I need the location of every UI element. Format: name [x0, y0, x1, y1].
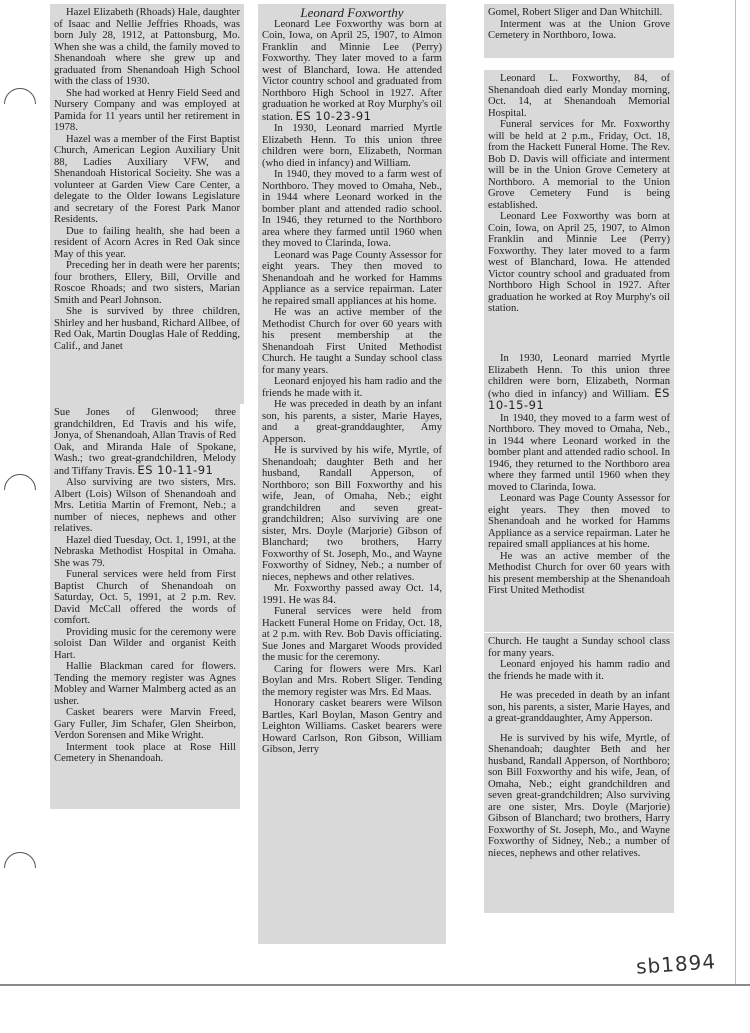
hale-paragraph: She had worked at Henry Field Seed and Nursery Company and was employed at Pamida for 11 years until her retirement in 1978. — [54, 87, 240, 133]
hale-paragraph: Hazel died Tuesday, Oct. 1, 1991, at the Nebraska Methodist Hospital in Omaha. She was 79. — [54, 534, 236, 569]
foxworthy-notice-paragraph: He is survived by his wife, Myrtle, of Shenandoah; daughter Beth and her husband, Randall Apperson, of Northboro; son Bill Foxworthy and his wife, Jean, of Omaha, Neb.; eight grandchildren and seven great-grandchildren; Also surviving are one sister, Mrs. Doyle (Marjorie) Gibson of Blanchard; two brothers, Harry Foxworthy of St. Joseph, Mo., and Wayne Foxworthy of Sidney, Neb.; a number of nieces, nephews and other relatives. — [488, 732, 670, 859]
hale-paragraph — [54, 407, 236, 477]
foxworthy-paragraph — [262, 19, 442, 124]
foxworthy-notice-clipping-middle — [484, 350, 674, 632]
foxworthy-paragraph: Leonard was Page County Assessor for eight years. They then moved to Shenandoah and he worked for Hamms Appliance as a service repairman. Later he repaired small appliances at his home. — [262, 249, 442, 307]
foxworthy-paragraph: In 1940, they moved to a farm west of Northboro. They moved to Omaha, Neb., in 1944 where Leonard worked in the bomber plant and attended radio school. In 1946, they returned to the Northboro area where they farmed until 1960 when they moved to Clarinda, Iowa. — [262, 169, 442, 249]
foxworthy-paragraph: He is survived by his wife, Myrtle, of Shenandoah; daughter Beth and her husband, Randall Apperson, of Northboro; son Bill Foxworthy and his wife, Jean, of Omaha, Neb.; eight grandchildren and seven great-grandchildren; Also surviving are one sister, Mrs. Doyle (Marjorie) Gibson of Blanchard; two brothers, Harry Foxworthy of St. Joseph, Mo., and Wayne Foxworthy of Sidney, Neb.; a number of nieces, nephews and other relatives. — [262, 445, 442, 583]
handwritten-date-note: ES 10-11-91 — [137, 462, 214, 477]
hale-paragraph: Preceding her in death were her parents; four brothers, Ellery, Bill, Orville and Roscoe Rhoads; and two sisters, Marian Smith and Pearl Johnson. — [54, 260, 240, 306]
foxworthy-clipping-continuation — [484, 4, 674, 58]
page-fold — [0, 984, 750, 986]
binder-hole-middle — [4, 474, 36, 506]
handwritten-date-note: ES 10-15-91 — [488, 385, 670, 412]
hale-paragraph: Also surviving are two sisters, Mrs. Albert (Lois) Wilson of Shenandoah and Mrs. Letitia Martin of Fremont, Neb.; a number of nieces, nephews and other relatives. — [54, 477, 236, 534]
foxworthy-notice-paragraph — [488, 353, 670, 413]
obituary-headline: Leonard Foxworthy — [300, 5, 404, 20]
page-edge — [735, 0, 736, 984]
foxworthy-notice-paragraph: In 1940, they moved to a farm west of Northboro. They moved to Omaha, Neb., in 1944 where Leonard worked in the bomber plant and attended radio school. In 1946, they returned to the Northboro area where they farmed until 1960 when they moved to Clarinda, Iowa. — [488, 412, 670, 493]
foxworthy-notice-clipping-bottom — [484, 633, 674, 913]
foxworthy-paragraph: Honorary casket bearers were Wilson Bartles, Karl Boylan, Mason Gentry and Leighton Williams. Casket bearers were Howard Carlson, Ron Gibson, William Gibson, Jerry — [262, 698, 442, 755]
hale-paragraph: Hazel Elizabeth (Rhoads) Hale, daughter of Isaac and Nellie Jeffries Rhoads, was born July 28, 1912, at Pattonsburg, Mo. When she was a child, the family moved to Shenandoah where she grew up and graduated from Shenandoah High School with the class of 1930. — [54, 7, 240, 87]
hale-clipping-top — [50, 4, 244, 404]
binder-hole-top — [4, 88, 36, 120]
hale-paragraph: Casket bearers were Marvin Freed, Gary Fuller, Jim Schafer, Glen Sheirbon, Verdon Sorensen and Mike Wright. — [54, 707, 236, 741]
handwritten-date-note: ES 10-23-91 — [295, 108, 372, 123]
hale-paragraph: Hallie Blackman cared for flowers. Tending the memory register was Agnes Mobley and Warner Malmberg acted as an usher. — [54, 661, 236, 707]
foxworthy-notice-paragraph: He was preceded in death by an infant son, his parents, a sister, Marie Hayes, and a great-granddaughter, Amy Apperson. — [488, 690, 670, 724]
handwritten-sheet-id: sb1894 — [635, 949, 717, 979]
hale-paragraph: Funeral services were held from First Baptist Church of Shenandoah on Saturday, Oct. 5, 1991, at 2 p.m. Rev. David McCall offered the words of comfort. — [54, 569, 236, 626]
hale-paragraph: Providing music for the ceremony were soloist Dan Wilder and organist Keith Hart. — [54, 626, 236, 661]
foxworthy-paragraph: He was an active member of the Methodist Church for over 60 years with his present membership at the Shenandoah First United Methodist Church. He taught a Sunday school class for many years. — [262, 307, 442, 376]
foxworthy-paragraph: Mr. Foxworthy passed away Oct. 14, 1991. He was 84. — [262, 583, 442, 606]
foxworthy-paragraph: Caring for flowers were Mrs. Karl Boylan and Mrs. Robert Sliger. Tending the memory register was Mrs. Ed Maas. — [262, 663, 442, 698]
hale-clipping-bottom — [50, 404, 240, 809]
foxworthy-paragraph: Leonard enjoyed his ham radio and the friends he made with it. — [262, 376, 442, 399]
binder-hole-bottom — [4, 852, 36, 884]
foxworthy-notice-paragraph: Leonard was Page County Assessor for eight years. They then moved to Shenandoah and he worked for Hamms Appliance as a service repairman. Later he repaired small appliances at his home. — [488, 493, 670, 550]
hale-continued-text: Sue Jones of Glenwood; three grandchildren, Ed Travis and his wife, Jonya, of Shenandoah, Allan Travis of Red Oak, and Miranda Hale of Spokane, Wash.; two great-grandchildren, Melody and Tiffany Travis. — [54, 407, 236, 477]
foxworthy-paragraph: Interment was at the Union Grove Cemetery in Northboro, Iowa. — [488, 18, 670, 41]
foxworthy-notice-paragraph: Leonard Lee Foxworthy was born at Coin, Iowa, on April 25, 1907, to Almon Franklin and Minnie Lee (Perry) Foxworthy. They later moved to a farm west of Blanchard, Iowa. He attended Victor country school and graduated from Northboro High School in 1927. After graduation he worked at Roy Murphy's oil station. — [488, 211, 670, 314]
foxworthy-paragraph: He was preceded in death by an infant son, his parents, a sister, Marie Hayes, and a great-granddaughter, Amy Apperson. — [262, 399, 442, 445]
foxworthy-paragraph: Gomel, Robert Sliger and Dan Whitchill. — [488, 7, 663, 18]
foxworthy-birth-text: Leonard Lee Foxworthy was born at Coin, Iowa, on April 25, 1907, to Almon Franklin and Minnie Lee (Perry) Foxworthy. They later moved to a farm west of Blanchard, Iowa. He attended Victor country school and graduated from Northboro High School in 1927. After graduation he worked at Roy Murphy's oil station. — [262, 18, 442, 123]
foxworthy-notice-paragraph: Funeral services for Mr. Foxworthy will be held at 2 p.m., Friday, Oct. 18, from the Hackett Funeral Home. The Rev. Bob D. Davis will officiate and interment will be in the Union Grove Cemetery at Northboro. A memorial to the Union Grove Cemetery Fund is being established. — [488, 119, 670, 211]
hale-paragraph: Due to failing health, she had been a resident of Acorn Acres in Red Oak since May of this year. — [54, 225, 240, 260]
foxworthy-notice-paragraph: Leonard L. Foxworthy, 84, of Shenandoah died early Monday morning, Oct. 14, at Shenandoah Memorial Hospital. — [488, 73, 670, 119]
foxworthy-notice-marriage-text: In 1930, Leonard married Myrtle Elizabeth Henn. To this union three children were born, Elizabeth, Norman (who died in infancy) and William. — [488, 353, 670, 400]
hale-paragraph: She is survived by three children, Shirley and her husband, Richard Allbee, of Red Oak, Martin Douglas Hale of Redding, Calif., and Janet — [54, 306, 240, 352]
foxworthy-notice-paragraph: He was an active member of the Methodist Church for over 60 years with his present membership at the Shenandoah First United Methodist — [488, 550, 670, 596]
foxworthy-notice-clipping-top — [484, 70, 674, 350]
hale-paragraph: Hazel was a member of the First Baptist Church, American Legion Auxiliary Unit 88, Ladies Auxiliary VFW, and Shenandoah Historical Socieity. She was a volunteer at Garden View Care Center, a delegate to the Older Iowans Legislature and secretary of the Forest Park Manor Residents. — [54, 133, 240, 225]
foxworthy-paragraph: Funeral services were held from Hackett Funeral Home on Friday, Oct. 18, at 2 p.m. with Rev. Bob Davis officiating. Sue Jones and Margaret Woods provided the music for the ceremony. — [262, 606, 442, 663]
foxworthy-clipping-main — [258, 4, 446, 944]
hale-paragraph: Interment took place at Rose Hill Cemetery in Shenandoah. — [54, 741, 236, 764]
foxworthy-notice-paragraph: Leonard enjoyed his hamm radio and the friends he made with it. — [488, 659, 670, 682]
foxworthy-notice-paragraph: Church. He taught a Sunday school class for many years. — [488, 636, 670, 659]
foxworthy-paragraph: In 1930, Leonard married Myrtle Elizabeth Henn. To this union three children were born, Elizabeth, Norman (who died in infancy) and William. — [262, 123, 442, 169]
